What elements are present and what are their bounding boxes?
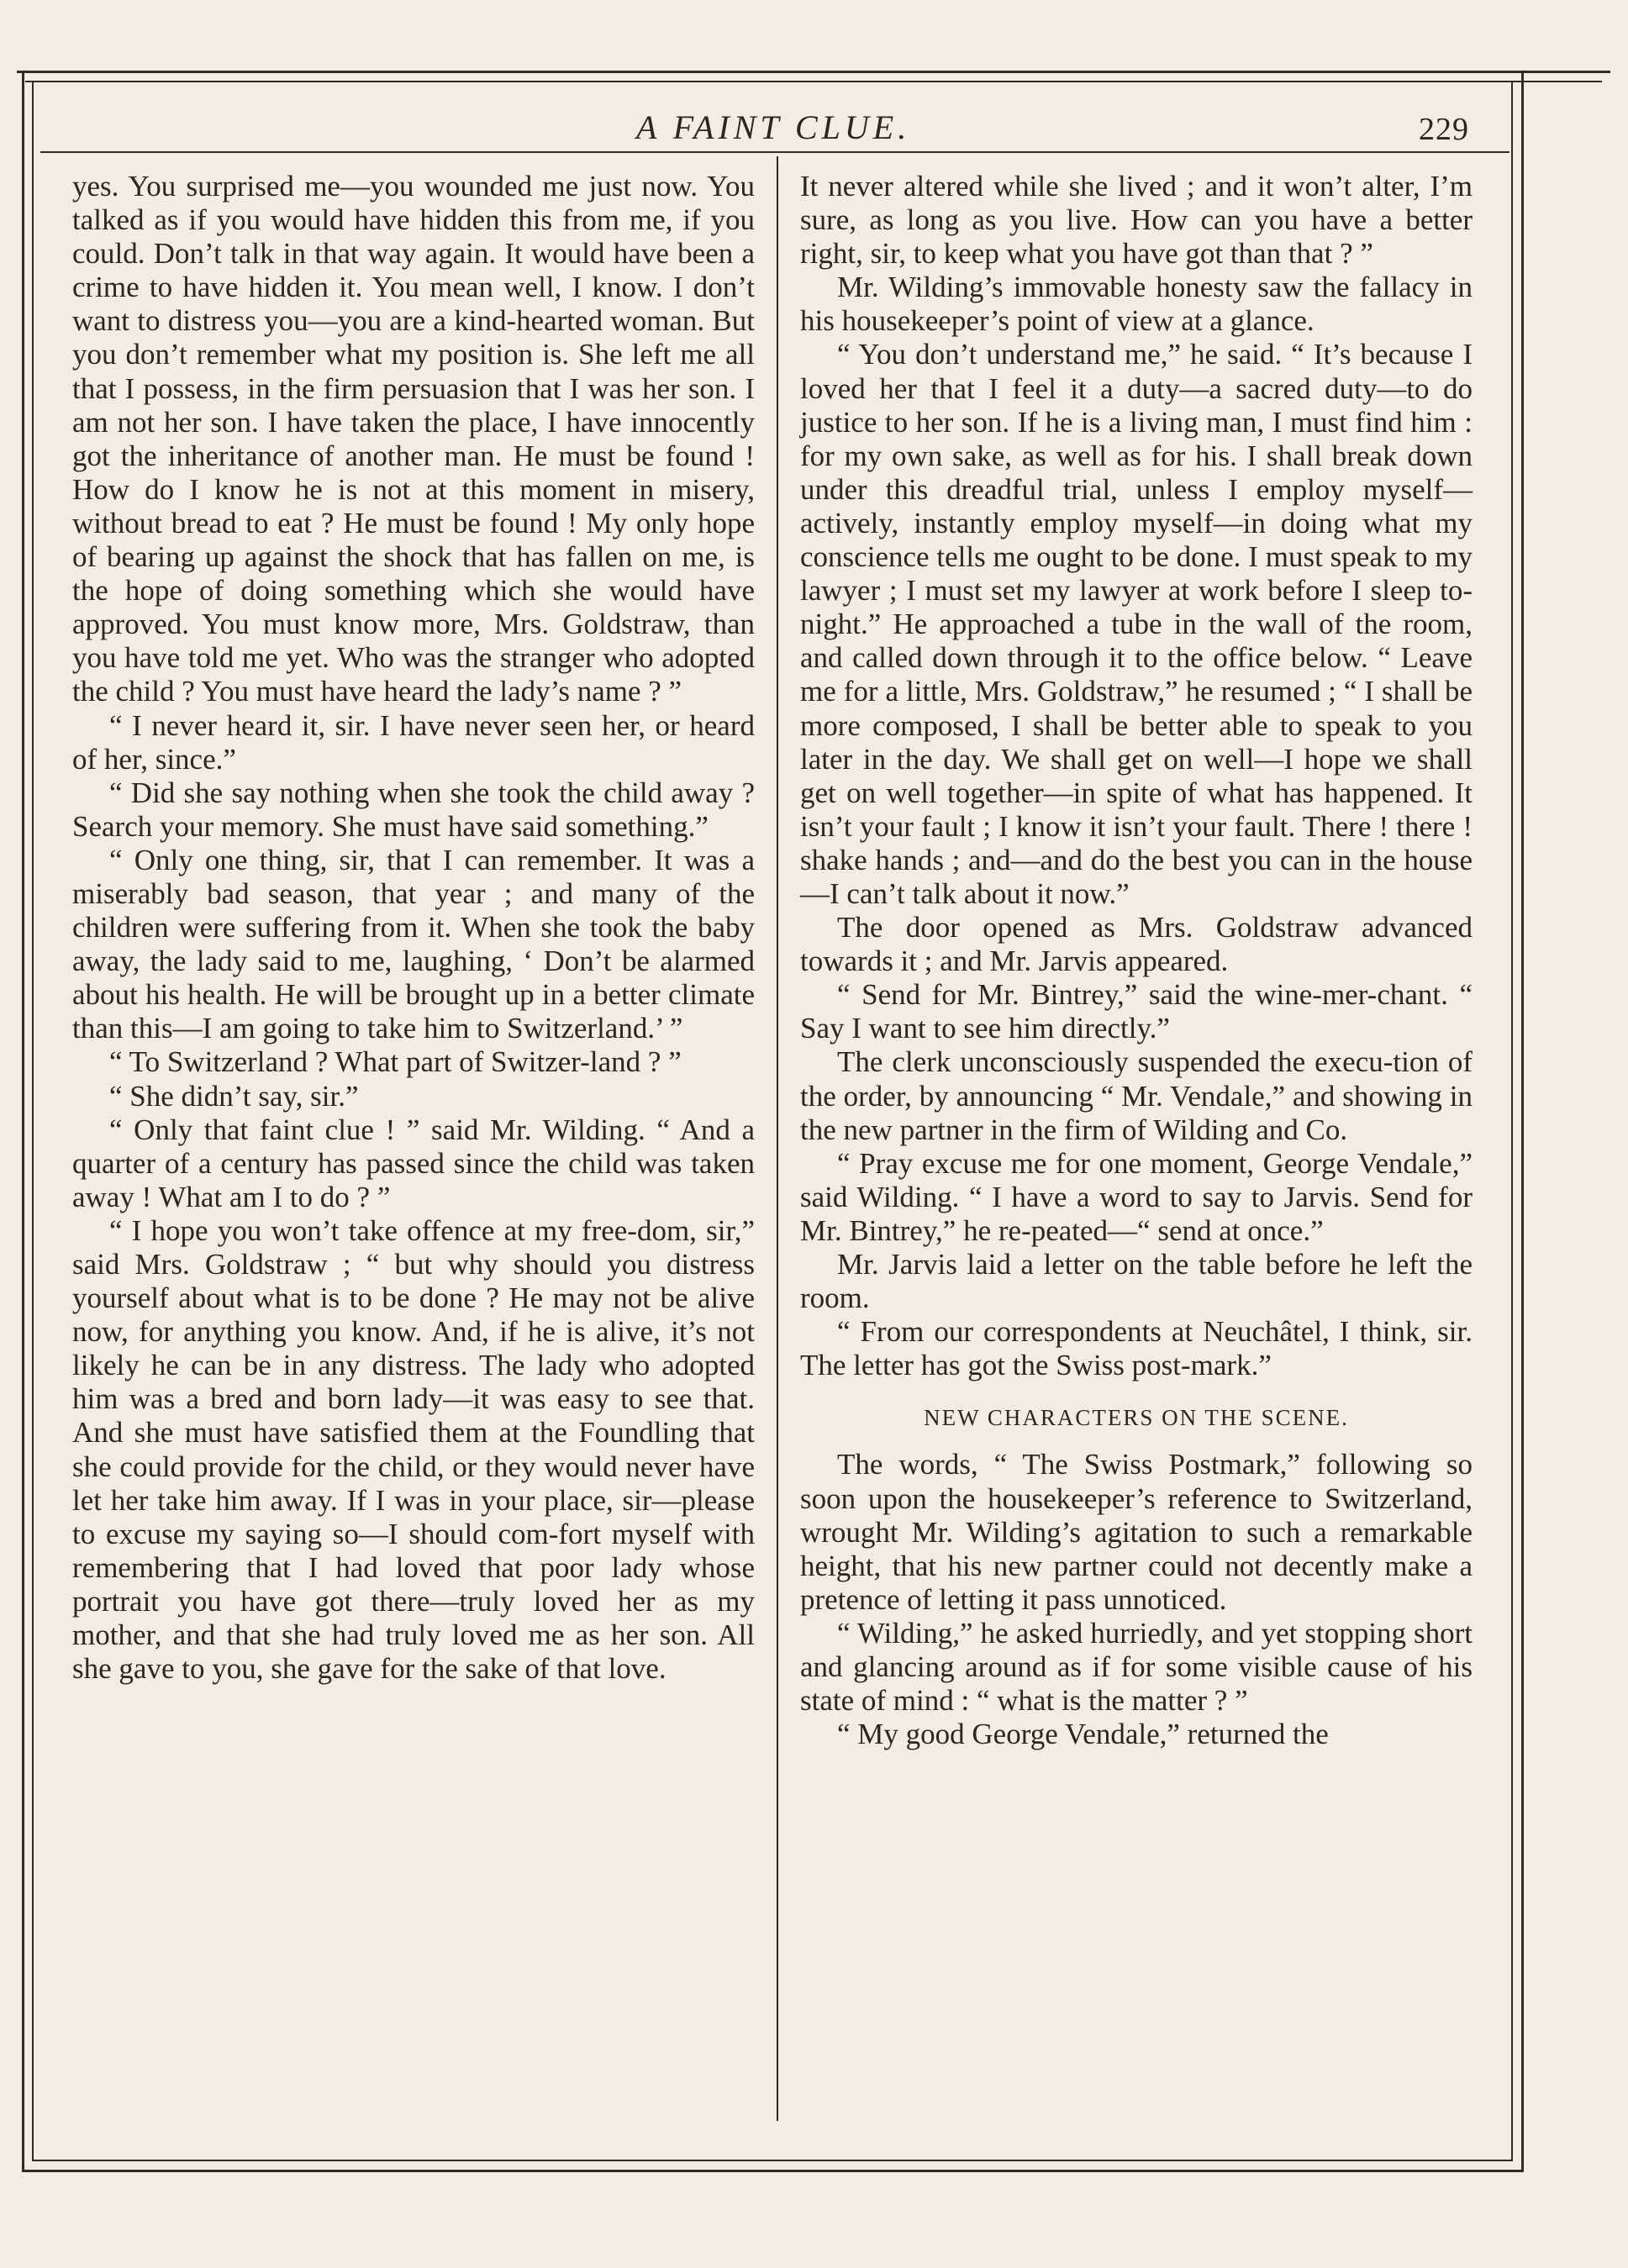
paragraph: “ Did she say nothing when she took the child away ? Search your memory. She must have said something.”: [72, 776, 755, 843]
page-title: A FAINT CLUE.: [636, 108, 911, 146]
paragraph: “ Pray excuse me for one moment, George Vendale,” said Wilding. “ I have a word to say to Jarvis. Send for Mr. Bintrey,” he re-peated—“ send at once.”: [800, 1146, 1473, 1247]
right-frame-outer: [1521, 71, 1524, 2171]
paragraph: “ Wilding,” he asked hurriedly, and yet stopping short and glancing around as if for some visible cause of his state of mind : “ what is the matter ? ”: [800, 1616, 1473, 1718]
running-header: [0, 104, 1628, 151]
paragraph: “ I never heard it, sir. I have never seen her, or heard of her, since.”: [72, 708, 755, 776]
top-rule-inner: [25, 81, 1602, 82]
paragraph: “ Only that faint clue ! ” said Mr. Wilding. “ And a quarter of a century has passed since the child was taken away ! What am I to do ? ”: [72, 1113, 755, 1213]
paragraph: “ My good George Vendale,” returned the: [837, 1718, 1329, 1751]
left-column: [72, 170, 755, 1686]
left-frame-inner: [32, 81, 34, 2161]
paragraph: “ Send for Mr. Bintrey,” said the wine-mer-chant. “ Say I want to see him directly.”: [800, 978, 1473, 1045]
paragraph: Mr. Jarvis laid a letter on the table before he left the room.: [800, 1248, 1473, 1315]
header-rule: [40, 151, 1509, 153]
left-frame-outer: [22, 71, 24, 2171]
page-number: 229: [1419, 112, 1469, 147]
top-rule-outer: [17, 71, 1610, 73]
right-column: [800, 170, 1473, 1751]
bottom-rule-inner: [32, 2160, 1513, 2161]
paragraph: “ You don’t understand me,” he said. “ It’s because I loved her that I feel it a duty—a sacred duty—to do justice to her son. If he is a living man, I must find him : for my own sake, as well as for his. I shall break down under this dreadful trial, unless I employ myself—actively, instantly employ myself—in doing what my conscience tells me ought to be done. I must speak to my lawyer ; I must set my lawyer at work before I sleep to-night.” He approached a tube in the wall of the room, and called down through it to the office below. “ Leave me for a little, Mrs. Goldstraw,” he resumed ; “ I shall be more composed, I shall be better able to speak to you later in the day. We shall get on well—I hope we shall get on well together—in spite of what has happened. It isn’t your fault ; I know it isn’t your fault. There ! there ! shake hands ; and—and do the best you can in the house—I can’t talk about it now.”: [800, 338, 1473, 910]
paragraph: yes. You surprised me—you wounded me just now. You talked as if you would have hidden this from me, if you could. Don’t talk in that way again. It would have been a crime to have hidden it. You mean well, I know. I don’t want to distress you—you are a kind-hearted woman. But you don’t remember what my position is. She left me all that I possess, in the firm persuasion that I was her son. I am not her son. I have taken the place, I have innocently got the inheritance of another man. He must be found ! How do I know he is not at this moment in misery, without bread to eat ? He must be found ! My only hope of bearing up against the shock that has fallen on me, is the hope of doing something which she would have approved. You must know more, Mrs. Goldstraw, than you have told me yet. Who was the stranger who adopted the child ? You must have heard the lady’s name ? ”: [72, 170, 755, 708]
paragraph: “ She didn’t say, sir.”: [109, 1079, 359, 1113]
paragraph: The door opened as Mrs. Goldstraw advanced towards it ; and Mr. Jarvis appeared.: [800, 911, 1473, 978]
section-heading: NEW CHARACTERS ON THE SCENE.: [924, 1405, 1349, 1431]
paragraph: “ From our correspondents at Neuchâtel, I think, sir. The letter has got the Swiss post-mark.”: [800, 1315, 1473, 1382]
right-frame-inner: [1511, 81, 1513, 2161]
paragraph: “ I hope you won’t take offence at my free-dom, sir,” said Mrs. Goldstraw ; “ but why should you distress yourself about what is to be done ? He may not be alive now, for anything you know. And, if he is alive, it’s not likely he can be in any distress. The lady who adopted him was a bred and born lady—it was easy to see that. And she must have satisfied them at the Foundling that she could provide for the child, or they would never have let her take him away. If I was in your place, sir—please to excuse my saying so—I should com-fort myself with remembering that I had loved that poor lady whose portrait you have got there—truly loved her as my mother, and that she had truly loved me as her son. All she gave to you, she gave for the sake of that love.: [72, 1213, 755, 1686]
column-divider: [777, 156, 778, 2121]
paragraph: “ To Switzerland ? What part of Switzer-land ? ”: [109, 1045, 682, 1079]
paragraph: The words, “ The Swiss Postmark,” following so soon upon the housekeeper’s reference to Switzerland, wrought Mr. Wilding’s agitation to such a remarkable height, that his new partner could not decently make a pretence of letting it pass unnoticed.: [800, 1448, 1473, 1616]
paragraph: Mr. Wilding’s immovable honesty saw the fallacy in his housekeeper’s point of view at a glance.: [800, 271, 1473, 338]
paragraph: It never altered while she lived ; and it won’t alter, I’m sure, as long as you live. How can you have a better right, sir, to keep what you have got than that ? ”: [800, 170, 1473, 271]
paragraph: “ Only one thing, sir, that I can remember. It was a miserably bad season, that year ; and many of the children were suffering from it. When she took the baby away, the lady said to me, laughing, ‘ Don’t be alarmed about his health. He will be brought up in a better climate than this—I am going to take him to Switzerland.’ ”: [72, 843, 755, 1045]
paragraph: The clerk unconsciously suspended the execu-tion of the order, by announcing “ Mr. Vendale,” and showing in the new partner in the firm of Wilding and Co.: [800, 1045, 1473, 1146]
bottom-rule-outer: [22, 2170, 1524, 2172]
